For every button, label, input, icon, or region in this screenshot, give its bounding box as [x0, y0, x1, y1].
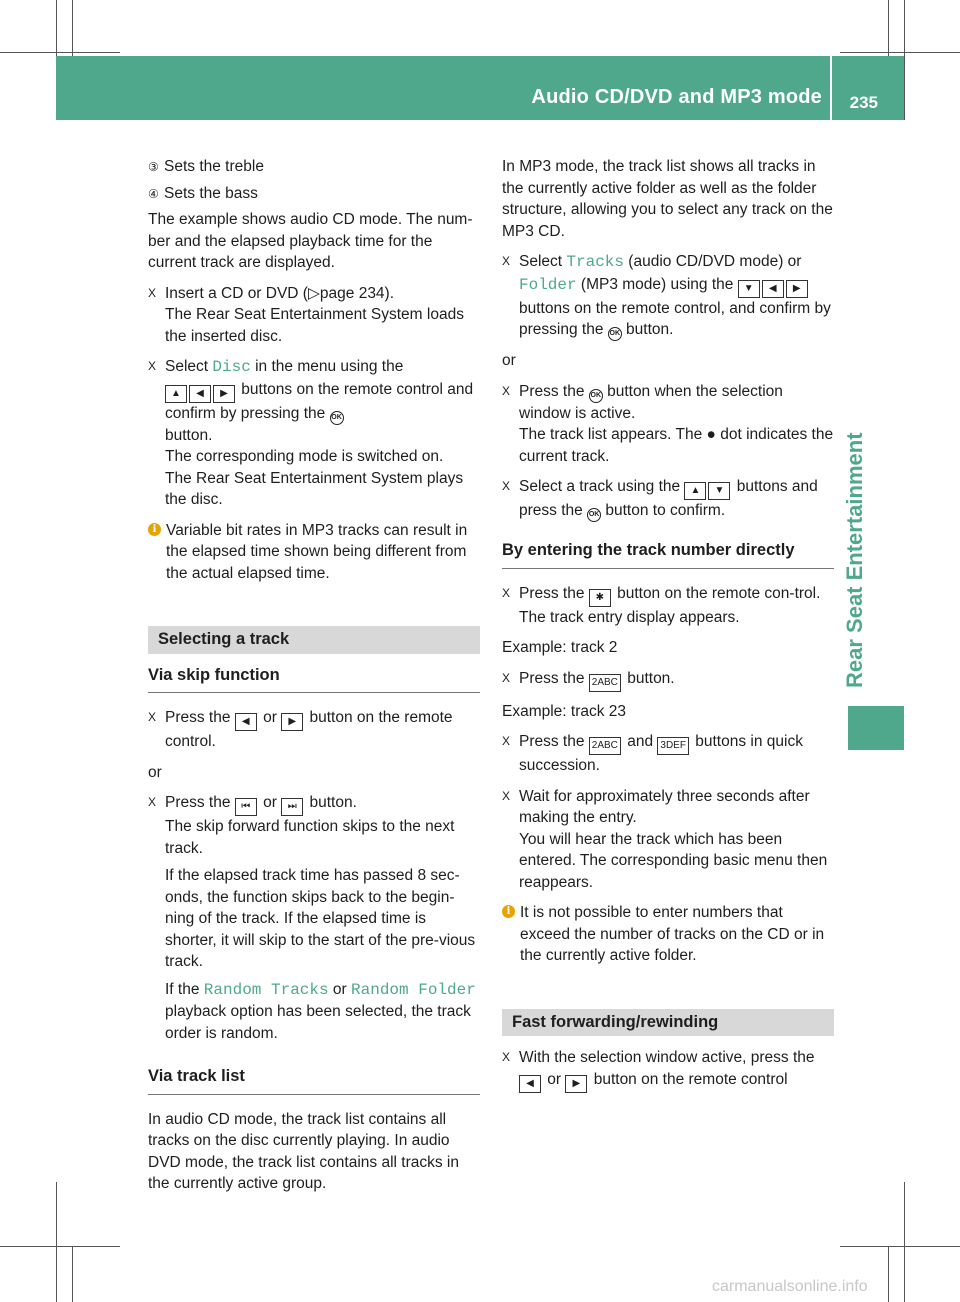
step-text: Press the	[165, 794, 235, 811]
info-icon: i	[148, 523, 161, 536]
step-result: If the elapsed track time has passed 8 sec-onds, the function skips back to the begin-ning of the track. If the elapsed time is shorter, it will skip to the start of the pre-vious track.	[165, 867, 476, 970]
option-random-tracks: Random Tracks	[203, 980, 329, 999]
step-text: or	[258, 794, 282, 811]
ok-button-icon: OK	[330, 411, 344, 425]
item-text: Sets the bass	[164, 184, 258, 202]
step-arrow-icon: X	[502, 254, 511, 268]
step-text: button.	[622, 669, 675, 687]
star-key-icon: ✱	[589, 589, 611, 607]
step-skip-buttons	[148, 792, 480, 1044]
down-key-icon: ▼	[708, 482, 730, 500]
step-arrow-icon: X	[148, 710, 157, 724]
header-divider	[830, 56, 832, 120]
crop-mark	[840, 1246, 960, 1247]
step-press-star	[502, 583, 834, 629]
step-text: button on the remote con-trol.	[612, 584, 821, 602]
info-note	[148, 520, 480, 585]
subheading: Via skip function	[148, 665, 480, 694]
skip-back-icon: ⏮	[235, 798, 257, 816]
step-text: button to confirm.	[601, 502, 726, 519]
step-arrow-icon: X	[502, 788, 511, 803]
crop-mark	[0, 1246, 120, 1247]
subheading: By entering the track number directly	[502, 540, 834, 569]
crop-mark	[904, 1182, 905, 1302]
step-text: Select	[519, 253, 567, 270]
right-key-icon: ▶	[565, 1075, 587, 1093]
step-result: The skip forward function skips to the next track.	[165, 818, 455, 857]
step-text: (MP3 mode) using the	[576, 275, 738, 293]
header-title: Audio CD/DVD and MP3 mode	[531, 86, 822, 108]
watermark: carmanualsonline.info	[712, 1278, 868, 1295]
step-text: buttons on the remote control and confirm by pressing the	[165, 380, 474, 422]
step-text: and	[622, 733, 658, 750]
step-text: Select a track using the	[519, 478, 685, 495]
left-key-icon: ◀	[762, 280, 784, 298]
step-text: in the menu using the	[250, 358, 404, 375]
step-text: With the selection window active, press the	[519, 1049, 815, 1066]
step-arrow-icon: X	[502, 1050, 511, 1064]
crop-mark	[72, 1246, 73, 1302]
step-text: button.	[621, 321, 674, 338]
step-press-2	[502, 668, 834, 692]
key-2-icon: 2ABC	[589, 737, 621, 755]
list-item	[148, 156, 480, 179]
intro-paragraph: The example shows audio CD mode. The num-ber and the elapsed playback time for the current track are displayed.	[148, 211, 473, 271]
note-text: It is not possible to enter numbers that exceed the number of tracks on the CD or in the currently active folder.	[520, 904, 825, 964]
crop-mark	[840, 52, 960, 53]
subheading: Via track list	[148, 1066, 480, 1095]
step-text: button.	[305, 794, 357, 811]
right-key-icon: ▶	[281, 713, 303, 731]
step-text: buttons in quick succession.	[519, 733, 803, 774]
up-key-icon: ▲	[165, 385, 187, 403]
example-label: Example: track 23	[502, 702, 627, 720]
step-text: Press the	[519, 584, 589, 602]
list-item	[148, 183, 480, 206]
step-result: The corresponding mode is switched on.	[165, 448, 444, 465]
step-result: You will hear the track which has been entered. The corresponding basic menu then reappears.	[519, 830, 828, 891]
step-text: If the	[165, 980, 204, 998]
step-skip-arrows	[148, 707, 480, 753]
info-icon: i	[502, 905, 515, 918]
step-arrow-icon: X	[502, 734, 511, 748]
section-heading: Selecting a track	[148, 626, 480, 654]
example-label: Example: track 2	[502, 639, 618, 656]
step-text: Insert a CD or DVD (	[165, 284, 308, 302]
right-key-icon: ▶	[213, 385, 235, 403]
dot-icon: ●	[706, 426, 716, 443]
menu-item-folder: Folder	[519, 275, 577, 294]
crop-mark	[888, 1246, 889, 1302]
side-tab-title: Rear Seat Entertainment	[842, 432, 867, 688]
crop-mark	[904, 0, 905, 120]
ok-button-icon: OK	[587, 508, 601, 522]
step-arrow-icon: X	[502, 670, 511, 685]
step-select-disc	[148, 356, 480, 511]
step-text: or	[543, 1070, 566, 1088]
step-text: or	[258, 709, 282, 726]
key-3-icon: 3DEF	[657, 737, 689, 755]
step-arrow-icon: X	[148, 359, 157, 373]
down-key-icon: ▼	[738, 280, 760, 298]
callout-3: ③	[148, 160, 159, 174]
callout-4: ④	[148, 186, 159, 201]
step-text: page 234).	[319, 284, 395, 302]
left-key-icon: ◀	[189, 385, 211, 403]
option-random-folder: Random Folder	[351, 980, 476, 999]
step-press-23	[502, 731, 834, 777]
step-text: button.	[165, 426, 213, 444]
section-heading: Fast forwarding/rewinding	[502, 1009, 834, 1037]
step-text: Press the	[519, 733, 589, 750]
step-result: The track list appears. The	[519, 426, 707, 443]
step-select-track	[502, 476, 834, 522]
crop-mark	[888, 0, 889, 58]
item-text: Sets the treble	[164, 158, 264, 175]
step-arrow-icon: X	[502, 383, 511, 398]
or-text: or	[148, 763, 162, 781]
ok-button-icon: OK	[608, 327, 622, 341]
page-number: 235	[849, 93, 878, 112]
ok-button-icon: OK	[589, 389, 603, 403]
side-tab-marker	[848, 706, 904, 750]
step-text: buttons and press the	[519, 478, 818, 519]
step-text: Press the	[519, 382, 589, 400]
left-key-icon: ◀	[235, 713, 257, 731]
step-wait	[502, 786, 834, 894]
step-text: Wait for approximately three seconds after making the entry.	[519, 787, 810, 826]
step-text: buttons on the remote control, and confirm by pressing the	[519, 299, 831, 338]
page-header	[56, 56, 904, 120]
step-fast-forward	[502, 1047, 834, 1093]
step-arrow-icon: X	[148, 285, 157, 300]
step-text: Select	[165, 358, 213, 375]
step-result: The Rear Seat Entertainment System loads the inserted disc.	[165, 306, 464, 345]
menu-item-tracks: Tracks	[566, 253, 624, 271]
skip-forward-icon: ⏭	[281, 798, 303, 816]
crop-mark	[0, 52, 120, 53]
step-insert	[148, 283, 480, 348]
right-column	[502, 156, 834, 1102]
tracklist-paragraph: In audio CD mode, the track list contains all tracks on the disc currently playing. In audio DVD mode, the track list contains all tracks in the currently active group.	[148, 1110, 459, 1192]
step-text: Press the	[165, 709, 235, 726]
key-2-icon: 2ABC	[589, 674, 621, 692]
step-text: or	[328, 980, 352, 998]
step-arrow-icon: X	[502, 585, 511, 600]
step-press-ok	[502, 381, 834, 468]
left-column	[148, 156, 480, 1204]
step-arrow-icon: X	[148, 795, 157, 809]
menu-item-disc: Disc	[212, 358, 251, 376]
note-text: Variable bit rates in MP3 tracks can result in the elapsed time shown being different from the actual elapsed time.	[166, 521, 468, 582]
crop-mark	[56, 1182, 57, 1302]
step-text: button when the selection window is active.	[519, 382, 783, 422]
info-note	[502, 902, 834, 967]
step-text: button on the remote control.	[165, 709, 453, 750]
left-key-icon: ◀	[519, 1075, 541, 1093]
up-key-icon: ▲	[684, 482, 706, 500]
page-ref-icon: ▷	[307, 284, 320, 302]
right-key-icon: ▶	[786, 280, 808, 298]
step-text: button on the remote control	[589, 1070, 788, 1088]
step-result: dot indicates the current track.	[519, 426, 834, 465]
step-result: The Rear Seat Entertainment System plays the disc.	[165, 469, 464, 508]
step-select-tracks	[502, 251, 834, 341]
step-text: Press the	[519, 669, 589, 687]
or-text: or	[502, 352, 516, 369]
crop-mark	[72, 0, 73, 58]
step-arrow-icon: X	[502, 479, 511, 493]
step-result: The track entry display appears.	[519, 608, 740, 626]
step-text: playback option has been selected, the track order is random.	[165, 1003, 471, 1042]
mp3-paragraph: In MP3 mode, the track list shows all tracks in the currently active folder as well as the folder structure, allowing you to select any track on the MP3 CD.	[502, 158, 833, 240]
step-text: (audio CD/DVD mode) or	[624, 253, 802, 270]
